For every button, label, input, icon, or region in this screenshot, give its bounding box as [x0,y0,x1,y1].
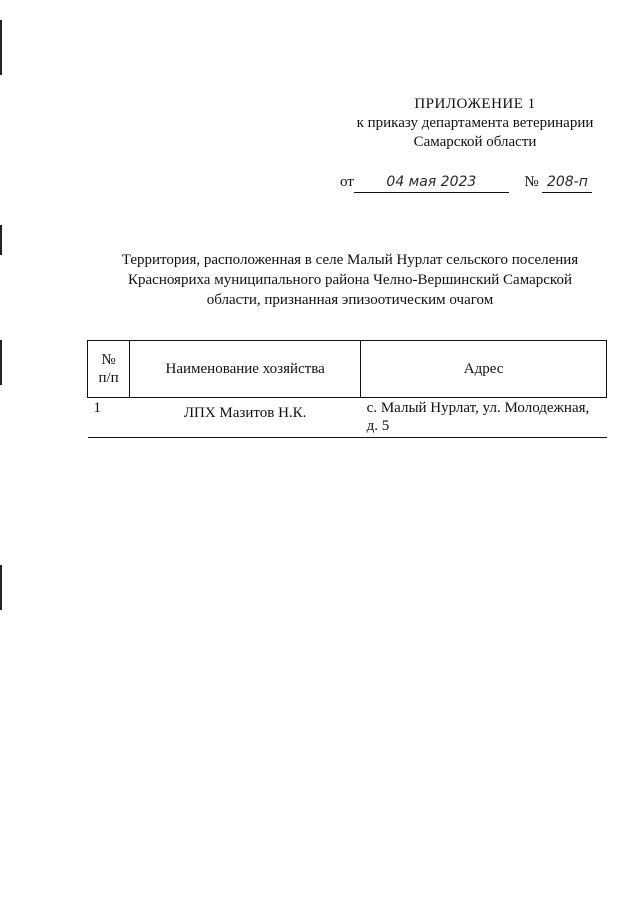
appendix-subtitle-line1: к приказу департамента ветеринарии [356,115,594,131]
number-prefix: № [524,174,539,190]
farms-table [87,340,607,438]
header-num-line2: п/п [98,370,119,386]
appendix-header [330,95,620,152]
table-header-row [88,341,607,398]
appendix-title: ПРИЛОЖЕНИЕ 1 [414,96,536,112]
header-num-line1: № [101,352,116,368]
order-number: 208-п [542,172,592,193]
scan-edge-mark [0,20,2,75]
date-prefix: от [340,174,354,190]
header-name: Наименование хозяйства [130,341,361,398]
scan-edge-mark [0,340,2,385]
table-row [88,398,607,438]
appendix-subtitle-line2: Самарской области [413,134,537,150]
scan-edge-mark [0,565,2,610]
document-title: Территория, расположенная в селе Малый Нурлат сельского поселения Краснояриха муниципального района Челно-Вершинский Самарской области, признанная эпизоотическим очагом [121,252,579,308]
row-address: с. Малый Нурлат, ул. Молодежная, д. 5 [361,398,607,438]
order-date: 04 мая 2023 [354,172,509,193]
order-reference [340,172,620,193]
row-name: ЛПХ Мазитов Н.К. [130,398,361,438]
row-num: 1 [88,398,130,438]
scan-edge-mark [0,225,2,255]
header-num [88,341,130,398]
header-address: Адрес [361,341,607,398]
